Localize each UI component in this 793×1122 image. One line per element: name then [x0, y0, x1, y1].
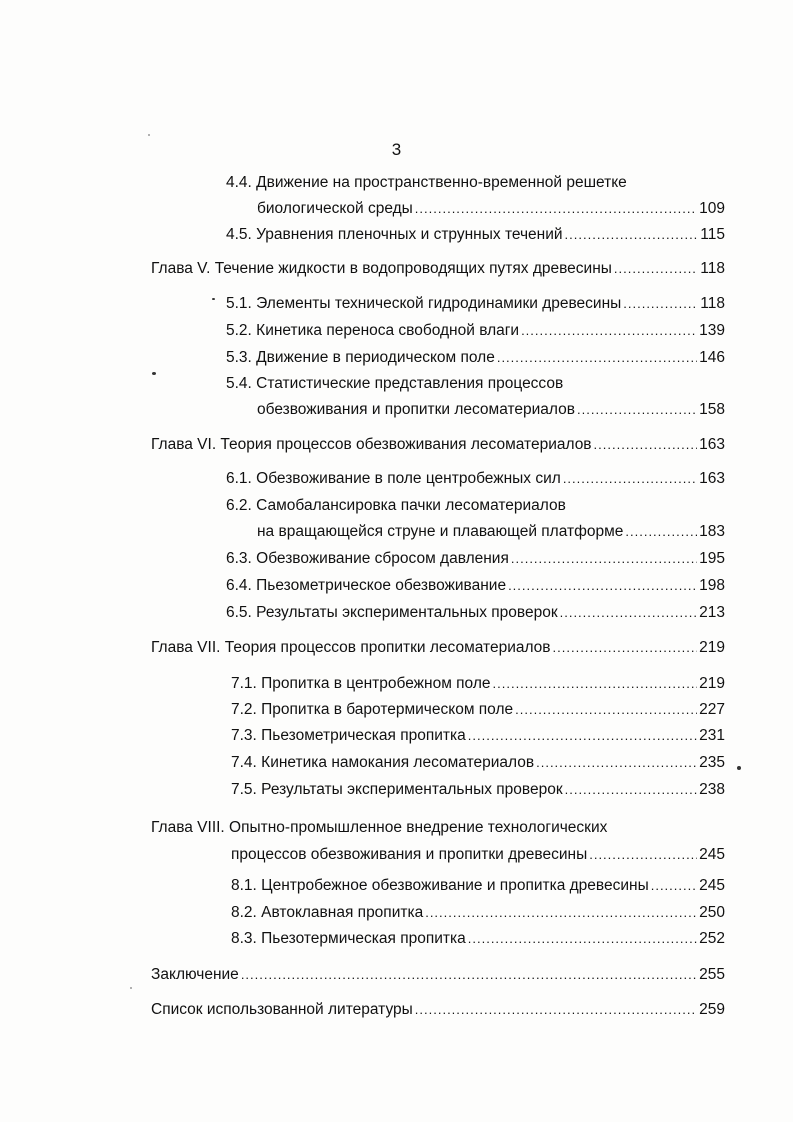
leader-dots: [515, 700, 697, 720]
leader-dots: [625, 522, 697, 542]
leader-dots: [521, 321, 697, 341]
toc-entry-7-2[interactable]: [231, 700, 725, 720]
toc-entry-label: Глава VI. Теория процессов обезвоживания лесоматериалов: [151, 436, 592, 453]
toc-page-number: 118: [700, 295, 725, 312]
toc-entry-6-1[interactable]: [226, 469, 725, 489]
toc-entry-label-cont: обезвоживания и пропитки лесоматериалов: [257, 401, 575, 418]
toc-entry-label: 7.2. Пропитка в баротермическом поле: [231, 701, 514, 718]
leader-dots: [560, 603, 698, 623]
leader-dots: [614, 259, 698, 279]
toc-entry-label: 7.5. Результаты экспериментальных проверок: [231, 781, 563, 798]
toc-page-number: 109: [699, 200, 725, 217]
toc-entry-label: 6.3. Обезвоживание сбросом давления: [226, 550, 509, 567]
leader-dots: [497, 348, 697, 368]
toc-bibliography[interactable]: [151, 1000, 725, 1020]
toc-entry-label: 5.3. Движение в периодическом поле: [226, 349, 495, 366]
toc-page-number: 235: [699, 754, 725, 771]
toc-entry-label: 6.5. Результаты экспериментальных проверок: [226, 604, 558, 621]
toc-chapter-8[interactable]: [231, 845, 725, 865]
toc-page-number: 252: [699, 930, 725, 947]
toc-entry-label: 7.4. Кинетика намокания лесоматериалов: [231, 754, 535, 771]
toc-entry-7-4[interactable]: [231, 753, 725, 773]
toc-page-number: 198: [699, 577, 725, 594]
toc-entry-4-4[interactable]: [257, 199, 725, 219]
leader-dots: [563, 469, 697, 489]
toc-entry-5-4[interactable]: [257, 400, 725, 420]
toc-entry-label: Список использованной литературы: [151, 1001, 413, 1018]
scan-speck: [148, 134, 150, 136]
toc-entry-4-5[interactable]: [226, 225, 725, 245]
toc-entry-label: 7.1. Пропитка в центробежном поле: [231, 675, 491, 692]
leader-dots: [468, 726, 697, 746]
toc-page-number: 231: [699, 727, 725, 744]
leader-dots: [468, 929, 697, 949]
toc-entry-6-2-label: 6.2. Самобалансировка пачки лесоматериалов: [226, 497, 566, 514]
toc-page-number: 219: [699, 639, 725, 656]
toc-entry-7-3[interactable]: [231, 726, 725, 746]
toc-entry-7-1[interactable]: [231, 674, 725, 694]
toc-entry-6-5[interactable]: [226, 603, 725, 623]
toc-page-number: 195: [699, 550, 725, 567]
toc-entry-label: 8.1. Центробежное обезвоживание и пропитка древесины: [231, 877, 649, 894]
leader-dots: [241, 965, 697, 985]
leader-dots: [651, 876, 697, 896]
toc-entry-8-2[interactable]: [231, 903, 725, 923]
toc-entry-label: 4.5. Уравнения пленочных и струнных течений: [226, 226, 563, 243]
leader-dots: [493, 674, 698, 694]
leader-dots: [594, 435, 698, 455]
leader-dots: [425, 903, 697, 923]
toc-entry-label: 8.3. Пьезотермическая пропитка: [231, 930, 466, 947]
toc-entry-6-4[interactable]: [226, 576, 725, 596]
toc-page-number: 118: [700, 260, 725, 277]
toc-page-number: 146: [699, 349, 725, 366]
scan-speck: [737, 766, 741, 770]
leader-dots: [415, 1000, 697, 1020]
toc-entry-label: Заключение: [151, 966, 239, 983]
toc-page-number: 139: [699, 322, 725, 339]
toc-entry-label: 6.4. Пьезометрическое обезвоживание: [226, 577, 507, 594]
toc-chapter-5[interactable]: [151, 259, 725, 279]
toc-entry-6-2[interactable]: [257, 522, 725, 542]
toc-page-number: 219: [699, 675, 725, 692]
toc-entry-4-4-label: 4.4. Движение на пространственно-временной решетке: [226, 174, 627, 191]
toc-entry-label: 5.2. Кинетика переноса свободной влаги: [226, 322, 520, 339]
toc-entry-6-3[interactable]: [226, 549, 725, 569]
scan-speck: [212, 298, 215, 300]
leader-dots: [577, 400, 697, 420]
toc-entry-5-4-label: 5.4. Статистические представления процессов: [226, 375, 564, 392]
toc-entry-8-3[interactable]: [231, 929, 725, 949]
leader-dots: [553, 638, 698, 658]
toc-entry-label-cont: процессов обезвоживания и пропитки древесины: [231, 846, 588, 863]
toc-entry-7-5[interactable]: [231, 780, 725, 800]
toc-chapter-8-label: Глава VIII. Опытно-промышленное внедрение технологических: [151, 819, 608, 836]
leader-dots: [511, 549, 697, 569]
toc-page-number: 158: [699, 401, 725, 418]
toc-page-number: 163: [699, 470, 725, 487]
toc-page-number: 227: [699, 701, 725, 718]
toc-entry-5-1[interactable]: [226, 294, 725, 314]
leader-dots: [565, 225, 699, 245]
leader-dots: [589, 845, 697, 865]
toc-entry-5-3[interactable]: [226, 348, 725, 368]
toc-entry-5-2[interactable]: [226, 321, 725, 341]
leader-dots: [565, 780, 698, 800]
leader-dots: [508, 576, 697, 596]
toc-entry-label-cont: биологической среды: [257, 200, 413, 217]
leader-dots: [415, 199, 697, 219]
toc-page-number: 213: [699, 604, 725, 621]
toc-page-number: 163: [699, 436, 725, 453]
toc-chapter-7[interactable]: [151, 638, 725, 658]
toc-entry-8-1[interactable]: [231, 876, 725, 896]
toc-page-number: 245: [699, 846, 725, 863]
scan-speck: [130, 987, 132, 989]
toc-page-number: 245: [699, 877, 725, 894]
toc-page-number: 255: [699, 966, 725, 983]
toc-page-number: 259: [699, 1001, 725, 1018]
toc-entry-label: 6.1. Обезвоживание в поле центробежных сил: [226, 470, 561, 487]
toc-chapter-6[interactable]: [151, 435, 725, 455]
leader-dots: [536, 753, 697, 773]
scan-speck: [152, 372, 156, 375]
toc-entry-label: 8.2. Автоклавная пропитка: [231, 904, 424, 921]
toc-page-number: 115: [700, 226, 725, 243]
toc-entry-label: Глава V. Течение жидкости в водопроводящих путях древесины: [151, 260, 612, 277]
toc-entry-label: 7.3. Пьезометрическая пропитка: [231, 727, 466, 744]
toc-entry-label: Глава VII. Теория процессов пропитки лесоматериалов: [151, 639, 551, 656]
toc-entry-label-cont: на вращающейся струне и плавающей платформе: [257, 523, 624, 540]
page-number: 3: [391, 140, 402, 159]
toc-conclusion[interactable]: [151, 965, 725, 985]
toc-page-number: 238: [699, 781, 725, 798]
toc-page-number: 183: [699, 523, 725, 540]
leader-dots: [623, 294, 698, 314]
toc-entry-label: 5.1. Элементы технической гидродинамики древесины: [226, 295, 622, 312]
toc-page-number: 250: [699, 904, 725, 921]
